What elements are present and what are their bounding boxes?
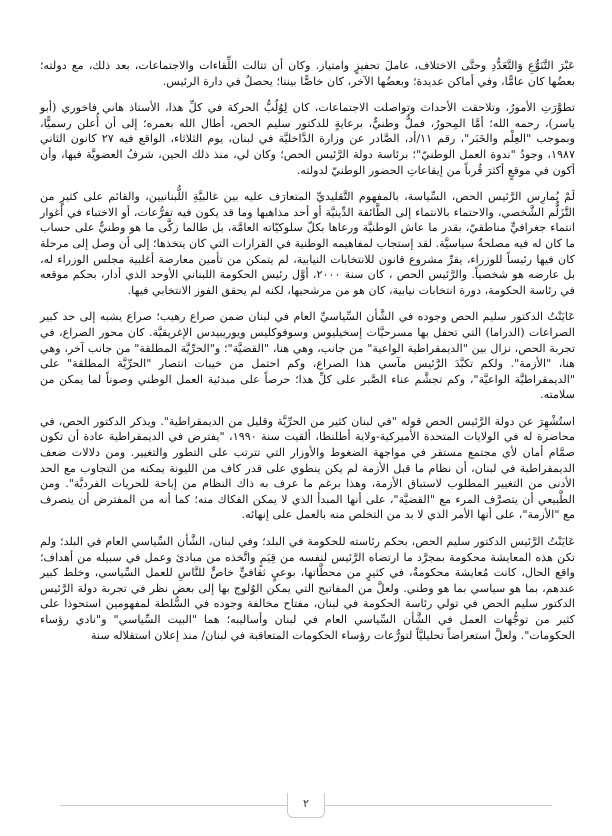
page-footer <box>60 793 552 819</box>
paragraph-5: استُشْهِرَ عن دولة الرَّئيس الحص قوله "في لبنان كثير من الحرِّيَّة وقليل من الديمقراطية". ويذكر الدكتور الحص، في محاضرة له في الولايات المتحدة الأميركية-ولاية أطلنطا، ألقيت سنة ١٩٩٠، "يفترض في الديمقراطية عادة أن تكون صمَّام أمان لأي مجتمع مستقر في مواجهة الضغوط والأوزار التي تترتب على التطور والتغيير. ومن دلالات ضعف الديمقراطية في لبنان، أن نظام ما قبل الأزمة لم يكن ينطوي على قدر كاف من الليونة يمكنه من التجاوب مع الحد الأدنى من التغيير المطلوب لاستباق الأزمة، وهذا برغم ما عرف به ذاك النظام من إباحة للحريات الفرديَّة". ومن الطَّبيعي أن يتصرَّف المرء مع "القضيَّة"، على أنها المبدأ الذي لا يمكن الفكاك منه؛ كما أنه من المفترض أن يتصرف مع "الأزمة"، على أنها الأمر الذي لا بد من التخلص منه بالعمل على إنهائه. <box>40 414 575 522</box>
paragraph-1: عَبْرَ التَّنَوُّعِ وَالتَّعَدُّدِ وحتَّى الاختلاف، عاملَ تحفيزٍ وامتياز. وكان أن تتالت اللِّقاءات والاجتماعات، بعد ذلك، مع دولته؛ بعضُها كان عامًّا، وفي أماكن عديدة؛ وبعضُها الآخر، كان خاصًّا بيننا؛ يحصلُ في دارة الرئيس. <box>40 59 575 88</box>
paragraph-4: عَايَنْتُ الدكتور سليم الحص وجوده في الشَّأن السِّياسيِّ العام في لبنان ضمن صراع رهيب؛ صراع يشبه إلى حد كبير الصراعات (الدراما) التي تحفل بها مسرحيَّات إسخيليوس وسوفوكليس ويوريبيدس الإغريقيَّة. كان محور الصراع، في تجربة الحص، نزال بين "الديمقراطية الواعية" من جانب، وهي هنا، "القضيَّة"؛ و"الحرِّيَّة المطلقة" من جانب آخر، وهي هنا، "الأزمة". ولكم تكبَّدَ الرَّئيس مآسي هذا الصراع، وكم احتمل من خيبات انتصار "الحرِّيَّة المطلقة" على "الديمقراطيَّة الواعيَّة"، وكم تجشَّم عناء الصَّبر على كلِّ هذا؛ حرصاً على مبدئية العمل الوطني وصوناً لما يمكن من سلامته. <box>40 310 575 402</box>
page-number: ٢ <box>287 793 325 818</box>
paragraph-2: تطوَّرَتِ الأمورُ، وتلاحقت الأحداث وتواصلت الاجتماعات، كان لِوُلُبُّ الحركة في كلِّ هذا، الأستاذ هاني فاخوري (أبو ياسر)، رحمه الله؛ أمَّا المِحورُ، فملٌّ وطنيٌّ، برعايةٍ للدكتور سليم الحص، أطال الله بعمره؛ إلى أن أُعلن رسميًّا، وبموجب "العِلْم والخَبَر"، رقم ١١/أد، الصَّادر عن وزارة الدَّاخليَّة في لبنان، يوم الثلاثاء، الواقع فيه ٢٧ كانون الثاني ١٩٨٧، وجودُ "ندوة العمل الوطنيّ"؛ برئاسة دولة الرَّئيس الحص؛ وكان لي، منذ ذلك الحين، شرفُ العضويَّة فيها، وأن أكون في موقعٍ أكثرَ قُرباً من إيقاعاتِ الحضور الوطنيّ لدولته. <box>40 101 575 177</box>
paragraph-3: لَمْ يُمارِس الرَّئيس الحص، السِّياسة، بالمفهوم التَّقليديِّ المتعارَف عليه بين غالبيَّةِ اللُّبنانيين، والقائم على كثيرٍ من التَّزَلُّم الشَّخصي، والاحتماء بالانتماء إلى الطَّائفة الدِّينيَّة أو أحد مذاهبها وما قد يكون فيه تفرُّعات، أو الاختباء في أغوار انتماء جغرافيٍّ مناطقيّ، بقدر ما عاش الوطنيَّة ورعاها بكلّ سلوكيّاته العامَّة، بل طالما زكَّى ما هو وطنيٌّ على حساب ما كان له فيه مصلحةٌ سياسيَّة. لقد إستجاب لمفاهيمه الوطنية في القرارات التي كان يتخذها؛ إلى أن وصل إلى مرحلة كان فيها رئيساً للوزراء، يقرِّ مشروع قانون للانتخابات النيابية، لم يتمكن من تأمين معارضة أغلبية مجلس الوزراء له، بل عارضه هو شخصياً. والرَّئيس الحص ، كان سنة ٢٠٠٠، أوَّل رئيس الحكومة اللبناني الأوحد الذي أدار، بحكم موقعه في رئاسة الحكومة، دورة انتخابات نيابية، كان هو من مرشحيها، لكنه لم يحقق الفوز الانتخابي فيها. <box>40 190 575 297</box>
paragraph-6: عَايَنْتُ الرَّئيس الدكتور سليم الحص، بحكم رئاسته للحكومة في البلد؛ وفي لبنان، الشَّأن السِّياسي العام في البلد؛ ولم تكن هذه المعايشة محكومة بمجرَّد ما ارتضاه الرَّئيس لنفسه من قِيَمٍ واتَّخذه من مبادئ وعمل في سبيله من أهداف؛ واقع الحال، كانت مُعايشة محكومةٌ، في كثيرٍ من محطَّاتها، بوعيٍ ثقافيٍّ خاصٍّ للنَّاسِ للعمل السِّياسي، وخلط كبير عندهم، بما هو سياسي بما هو وطني. ولعلَّ من المفاتيح التي يمكن الوُلوج بها إلى بعض نظر في تجربة دولة الرَّئيس الدكتور سليم الحص في تولي رئاسة الحكومة في لبنان، مفتاح مخالفة وجوده في السُّلطة لمفهومين استحوذا على كثير من توجُّهات العمل في الشَّأن السِّياسي العام في لبنان وأساليبه؛ هما "البيت السِّياسي" و"نادي رؤساء الحكومات". ولعلَّ استعراضاً تحليليَّاً لتورُّعات رؤساء الحكومات المتعاقبة في لبنان/ منذ إعلان استقلاله سنة <box>40 535 575 642</box>
document-body <box>40 58 575 643</box>
